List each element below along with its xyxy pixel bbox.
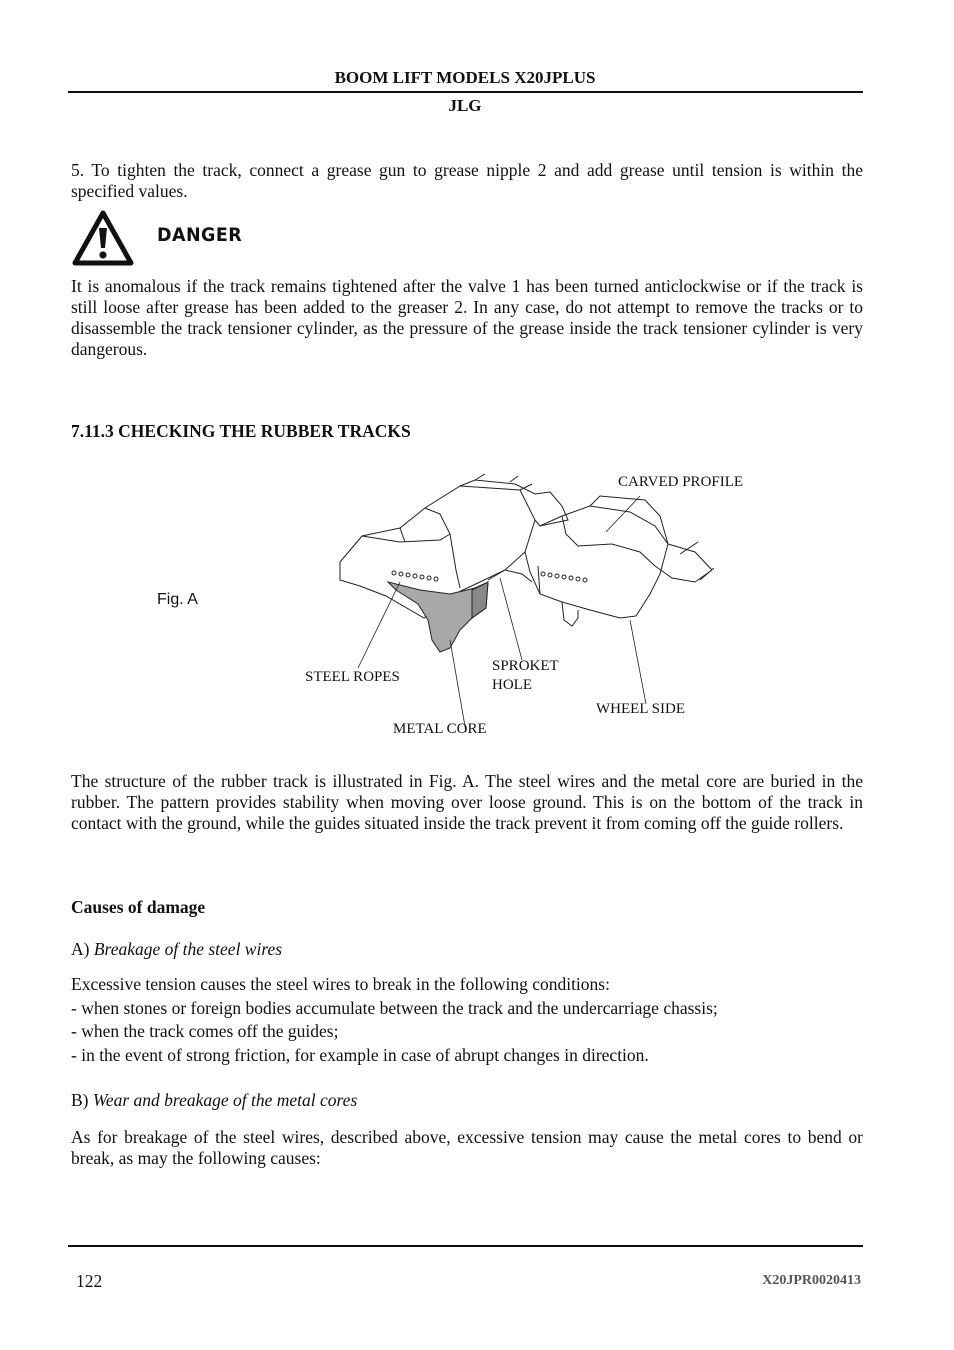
list-item: - in the event of strong friction, for example in case of abrupt changes in direction. <box>71 1044 649 1065</box>
causes-heading: Causes of damage <box>71 897 206 917</box>
case-a-heading <box>71 939 282 960</box>
case-b-text: As for breakage of the steel wires, described above, excessive tension may cause the metal cores to bend or break, as may the following causes: <box>71 1127 863 1168</box>
callout-carved-profile: CARVED PROFILE <box>618 474 744 490</box>
header-rule <box>68 91 863 93</box>
danger-text: It is anomalous if the track remains tightened after the valve 1 has been turned anticlockwise or if the track is still loose after grease has been added to the greaser 2. In any case, do not attempt to remove the tracks or to disassemble the track tensioner cylinder, as the pressure of the grease inside the track tensioner cylinder is very dangerous. <box>71 276 863 359</box>
case-a-list <box>71 973 871 1067</box>
list-item: - when the track comes off the guides; <box>71 1021 339 1041</box>
callout-sproket-line2: HOLE <box>492 677 532 693</box>
header-brand: JLG <box>448 96 482 115</box>
callout-steel-ropes: STEEL ROPES <box>305 669 400 685</box>
case-a-title: Breakage of the steel wires <box>93 939 283 959</box>
intro-paragraph: 5. To tighten the track, connect a grease gun to grease nipple 2 and add grease until tension is within the specified values. <box>71 160 863 201</box>
callout-wheel-side: WHEEL SIDE <box>596 701 686 717</box>
list-item: - when stones or foreign bodies accumulate between the track and the undercarriage chassis; <box>71 997 718 1018</box>
callout-metal-core: METAL CORE <box>393 721 487 737</box>
figure-label: Fig. A <box>157 591 198 608</box>
warning-triangle-icon <box>72 210 134 266</box>
case-b-prefix: B) <box>71 1090 93 1110</box>
section-heading: 7.11.3 CHECKING THE RUBBER TRACKS <box>71 421 411 441</box>
danger-label: DANGER <box>157 224 243 246</box>
case-b-title: Wear and breakage of the metal cores <box>92 1090 358 1110</box>
case-b-heading <box>71 1090 357 1111</box>
document-code: X20JPR0020413 <box>762 1273 861 1288</box>
header-title: BOOM LIFT MODELS X20JPLUS <box>334 68 596 87</box>
page-number: 122 <box>76 1271 103 1291</box>
footer-rule <box>68 1245 863 1247</box>
list-item: Excessive tension causes the steel wires to break in the following conditions: <box>71 974 610 994</box>
rubber-track-illustration <box>300 470 760 750</box>
structure-paragraph: The structure of the rubber track is illustrated in Fig. A. The steel wires and the metal core are buried in the rubber. The pattern provides stability when moving over loose ground. This is on the bottom of the track in contact with the ground, while the guides situated inside the track prevent it from coming off the guide rollers. <box>71 771 863 833</box>
case-a-prefix: A) <box>71 939 94 959</box>
callout-sproket-line1: SPROKET <box>492 658 559 674</box>
